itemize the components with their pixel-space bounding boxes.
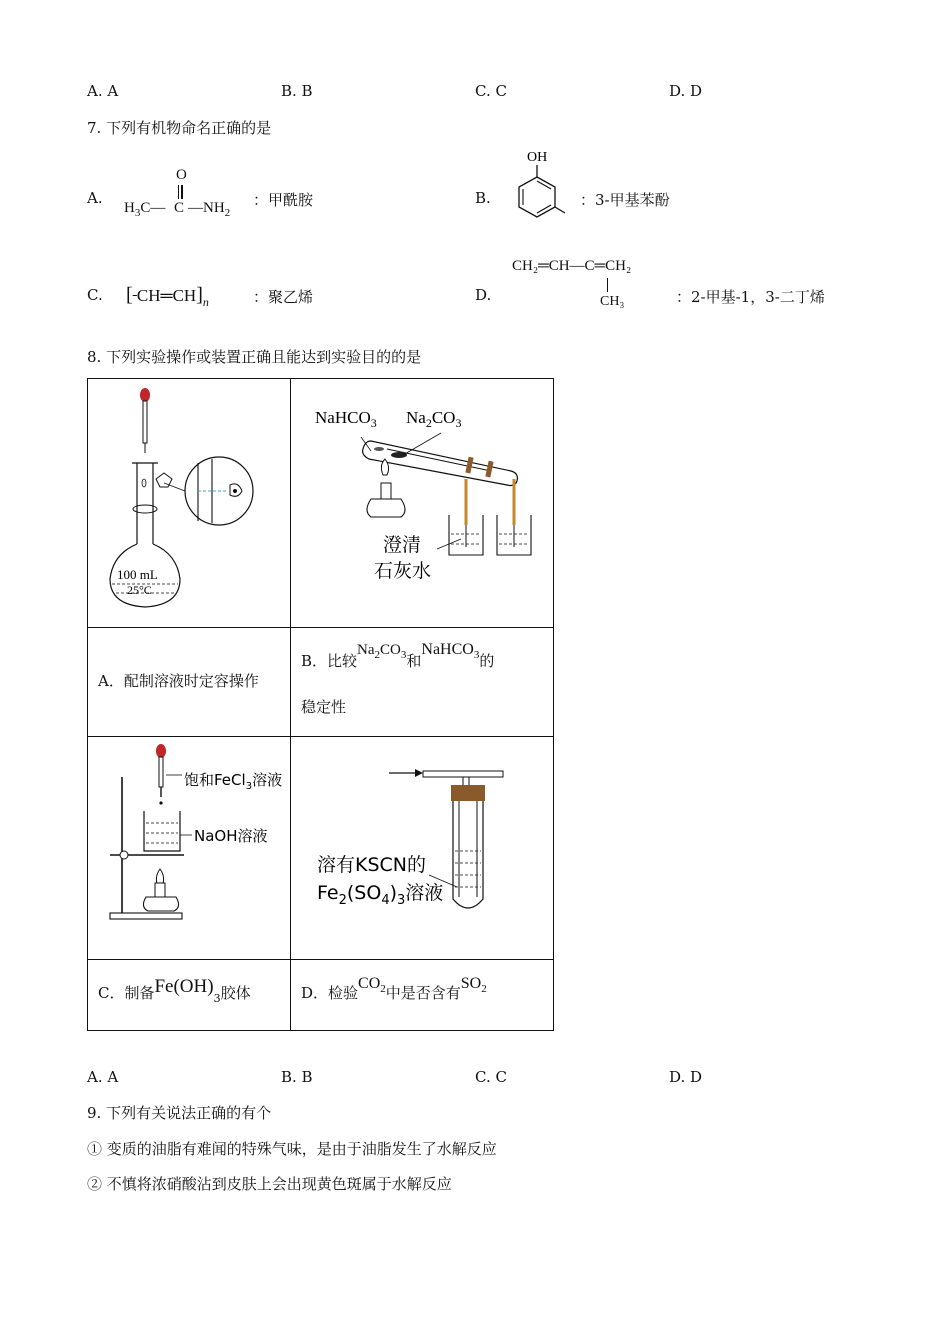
label-fe2so43: $Fe_2(SO_4)_3$溶液 (317, 882, 444, 908)
caption-d: D．检验$CO_2$中是否含有$SO_2$ (301, 975, 487, 1002)
flask-volume-label: 100 mL (117, 567, 158, 582)
q7-c-letter: C. (87, 286, 103, 304)
label-naoh: NaOH溶液 (194, 827, 268, 845)
q6-option-b: B. B (281, 82, 313, 100)
volumetric-flask-figure (88, 379, 288, 623)
q7-b-letter: B. (475, 189, 491, 207)
svg-text:OH: OH (527, 150, 548, 165)
q8-option-a: A. A (87, 1068, 119, 1086)
label-clear: 澄清 (383, 534, 422, 556)
caption-a: A．配制溶液时定容操作 (98, 672, 259, 690)
cell-c-caption (88, 960, 291, 1031)
q8-stem: 8. 下列实验操作或装置正确且能达到实验目的的是 (87, 348, 422, 366)
label-kscn: 溶有KSCN的 (317, 854, 426, 876)
q7-a-name: ：甲酰胺 (253, 191, 314, 209)
q7-a-letter: A. (87, 189, 103, 207)
cell-a-caption (88, 628, 291, 737)
cell-d-caption (291, 960, 554, 1031)
q7-c-name: ：聚乙烯 (253, 288, 314, 306)
caption-b-line2: 稳定性 (301, 698, 347, 716)
diene-branch: CH₃ (600, 294, 625, 309)
experiment-table (87, 378, 554, 1031)
polyethylene-structure: [ $CH═CH]_n$ (126, 284, 209, 309)
cresol-structure (505, 145, 580, 225)
colloid-apparatus-figure (88, 737, 288, 955)
q7-d-name: ：2-甲基-1，3-二丁烯 (676, 288, 825, 306)
q7-d-letter: D. (475, 286, 492, 304)
q8-option-c: C. C (475, 1068, 507, 1086)
gas-washing-figure (291, 737, 553, 955)
diene-branch-bond (607, 278, 609, 292)
q7-stem: 7. 下列有机物命名正确的是 (87, 119, 272, 137)
label-nahco3: NaHCO$_3$ (315, 408, 377, 430)
flask-temp-label: 25°C (127, 583, 152, 597)
label-na2co3: $Na_2CO_3$ (406, 408, 462, 430)
q6-option-c: C. C (475, 82, 507, 100)
decomposition-apparatus-figure (291, 379, 553, 623)
cell-b-figure (291, 379, 554, 628)
q9-item-1: ① 变质的油脂有难闻的特殊气味，是由于油脂发生了水解反应 (87, 1140, 497, 1158)
diene-structure: CH₂═CH—C═CH₂ (512, 258, 632, 274)
q9-stem: 9. 下列有关说法正确的有个 (87, 1104, 272, 1122)
cell-c-figure (88, 737, 291, 960)
cell-b-caption (291, 628, 554, 737)
q8-option-d: D. D (669, 1068, 703, 1086)
q7-b-name: ：3-甲基苯酚 (580, 191, 670, 209)
cell-a-figure (88, 379, 291, 628)
label-fecl3: 饱和FeCl$_3$溶液 (184, 771, 283, 792)
q6-option-a: A. A (87, 82, 119, 100)
cell-d-figure (291, 737, 554, 960)
label-limewater: 石灰水 (374, 560, 432, 582)
caption-c: C．制备$Fe(OH)_3$胶体 (98, 976, 251, 1005)
q6-option-d: D. D (669, 82, 703, 100)
q8-option-b: B. B (281, 1068, 313, 1086)
acetamide-structure: O $H_3C—$ C $—NH_2$ (124, 167, 231, 219)
q9-item-2: ② 不慎将浓硝酸沾到皮肤上会出现黄色斑属于水解反应 (87, 1175, 452, 1193)
caption-b-line1: B．比较$Na_2CO_3$和NaHCO$_3$的 (301, 641, 495, 670)
